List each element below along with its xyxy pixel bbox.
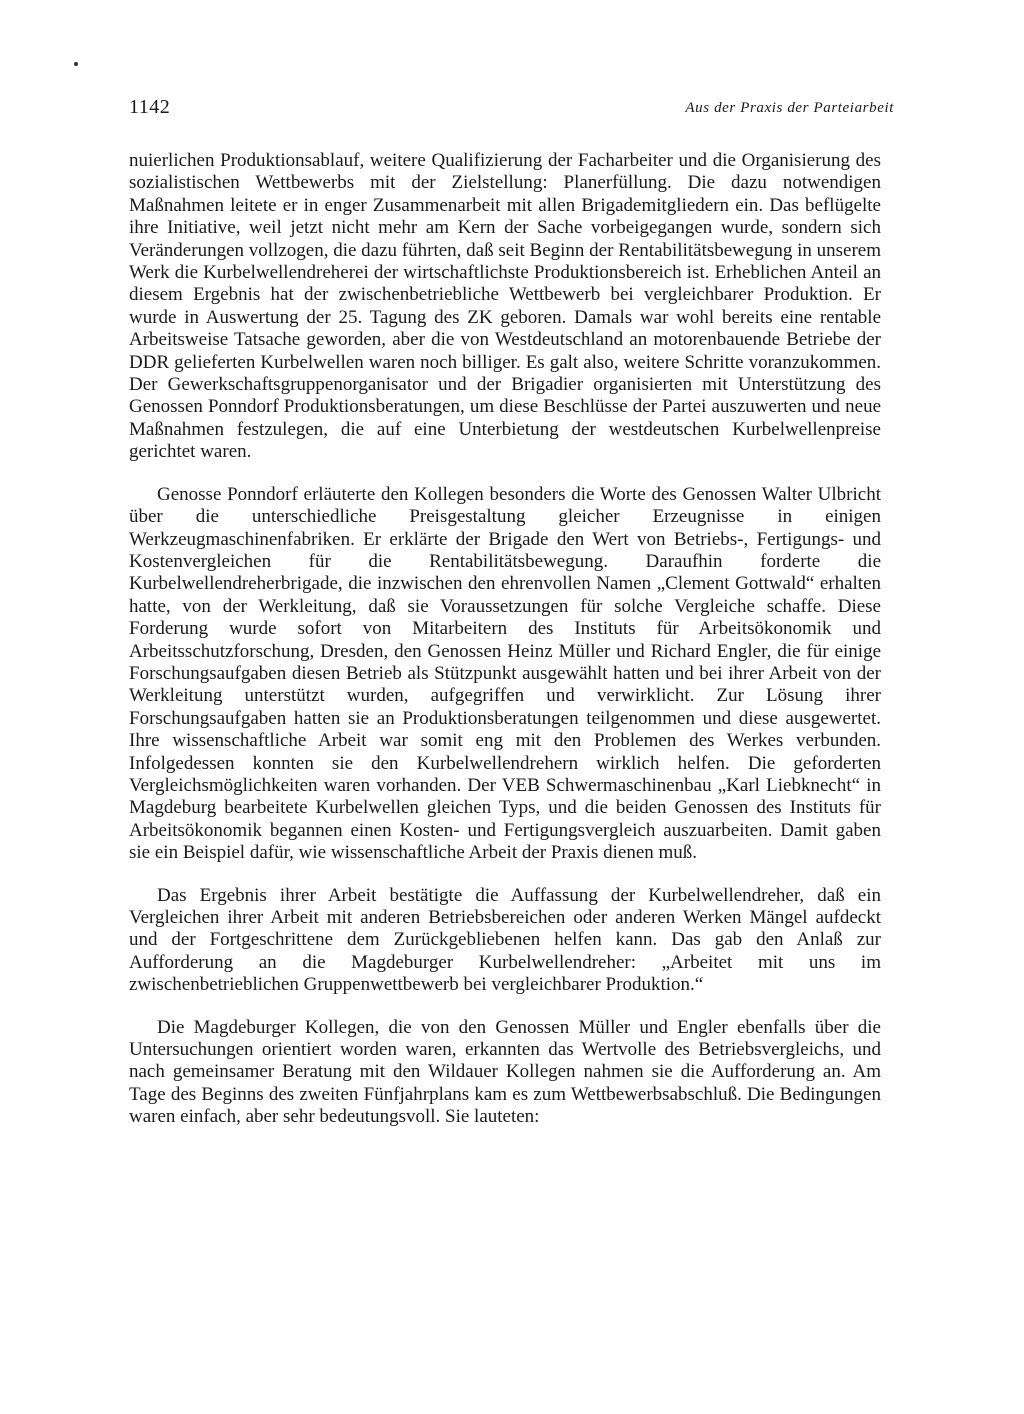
paragraph-1: nuierlichen Produktionsablauf, weitere Qualifizierung der Facharbeiter und die Organisierung des sozialistischen Wettbewerbs mit der Zielstellung: Planerfüllung. Die dazu notwendigen Maßnahmen leitete er in enger Zusammenarbeit mit allen Brigademitgliedern ein. Das beflügelte ihre Initiative, weil jetzt nicht mehr am Kern der Sache vorbeigegangen wurde, sondern sich Veränderungen vollzogen, die dazu führten, daß seit Beginn der Rentabilitätsbewegung in unserem Werk die Kurbelwellendreherei der wirtschaftlichste Produktionsbereich ist. Erheblichen Anteil an diesem Ergebnis hat der zwischenbetriebliche Wettbewerb bei vergleichbarer Produktion. Er wurde in Auswertung der 25. Tagung des ZK geboren. Damals war wohl bereits eine rentable Arbeitsweise Tatsache geworden, aber die von Westdeutschland an motorenbauende Betriebe der DDR gelieferten Kurbelwellen waren noch billiger. Es galt also, weitere Schritte voranzukommen. Der Gewerkschaftsgruppenorganisator und der Brigadier organisierten mit Unterstützung des Genossen Ponndorf Produktionsberatungen, um diese Beschlüsse der Partei auszuwerten und neue Maßnahmen festzulegen, die auf eine Unterbietung der westdeutschen Kurbelwellenpreise gerichtet waren. [129, 150, 881, 463]
paragraph-3: Das Ergebnis ihrer Arbeit bestätigte die Auffassung der Kurbelwellendreher, daß ein Vergleichen ihrer Arbeit mit anderen Betriebsbereichen oder anderen Werken Mängel aufdeckt und der Fortgeschrittene dem Zurückgebliebenen helfen kann. Das gab den Anlaß zur Aufforderung an die Magdeburger Kurbelwellendreher: „Arbeitet mit uns im zwischenbetrieblichen Gruppenwettbewerb bei vergleichbarer Produktion.“ [129, 884, 881, 996]
page-header [129, 96, 894, 126]
article-body [129, 150, 881, 1149]
print-speck [74, 62, 78, 66]
page-number: 1142 [129, 96, 171, 118]
paragraph-4: Die Magdeburger Kollegen, die von den Genossen Müller und Engler ebenfalls über die Untersuchungen orientiert worden waren, erkannten das Wertvolle des Betriebsvergleichs, und nach gemeinsamer Beratung mit den Wildauer Kollegen nahmen sie die Aufforderung an. Am Tage des Beginns des zweiten Fünfjahrplans kam es zum Wettbewerbsabschluß. Die Bedingungen waren einfach, aber sehr bedeutungsvoll. Sie lauteten: [129, 1016, 881, 1128]
paragraph-2: Genosse Ponndorf erläuterte den Kollegen besonders die Worte des Genossen Walter Ulbricht über die unterschiedliche Preisgestaltung gleicher Erzeugnisse in einigen Werkzeugmaschinenfabriken. Er erklärte der Brigade den Wert von Betriebs-, Fertigungs- und Kostenvergleichen für die Rentabilitätsbewegung. Daraufhin forderte die Kurbelwellendreherbrigade, die inzwischen den ehrenvollen Namen „Clement Gottwald“ erhalten hatte, von der Werkleitung, daß sie Voraussetzungen für solche Vergleiche schaffe. Diese Forderung wurde sofort von Mitarbeitern des Instituts für Arbeitsökonomik und Arbeitsschutzforschung, Dresden, den Genossen Heinz Müller und Richard Engler, die für einige Forschungsaufgaben diesen Betrieb als Stützpunkt ausgewählt hatten und bei ihrer Arbeit von der Werkleitung unterstützt wurden, aufgegriffen und verwirklicht. Zur Lösung ihrer Forschungsaufgaben hatten sie an Produktionsberatungen teilgenommen und diese ausgewertet. Ihre wissenschaftliche Arbeit war somit eng mit den Problemen des Werkes verbunden. Infolgedessen konnten sie den Kurbelwellendrehern wirklich helfen. Die geforderten Vergleichsmöglichkeiten waren vorhanden. Der VEB Schwermaschinenbau „Karl Liebknecht“ in Magdeburg bearbeitete Kurbelwellen gleichen Typs, und die beiden Genossen des Instituts für Arbeitsökonomik begannen einen Kosten- und Fertigungsvergleich auszuarbeiten. Damit gaben sie ein Beispiel dafür, wie wissenschaftliche Arbeit der Praxis dienen muß. [129, 483, 881, 864]
running-head: Aus der Praxis der Parteiarbeit [685, 100, 894, 116]
